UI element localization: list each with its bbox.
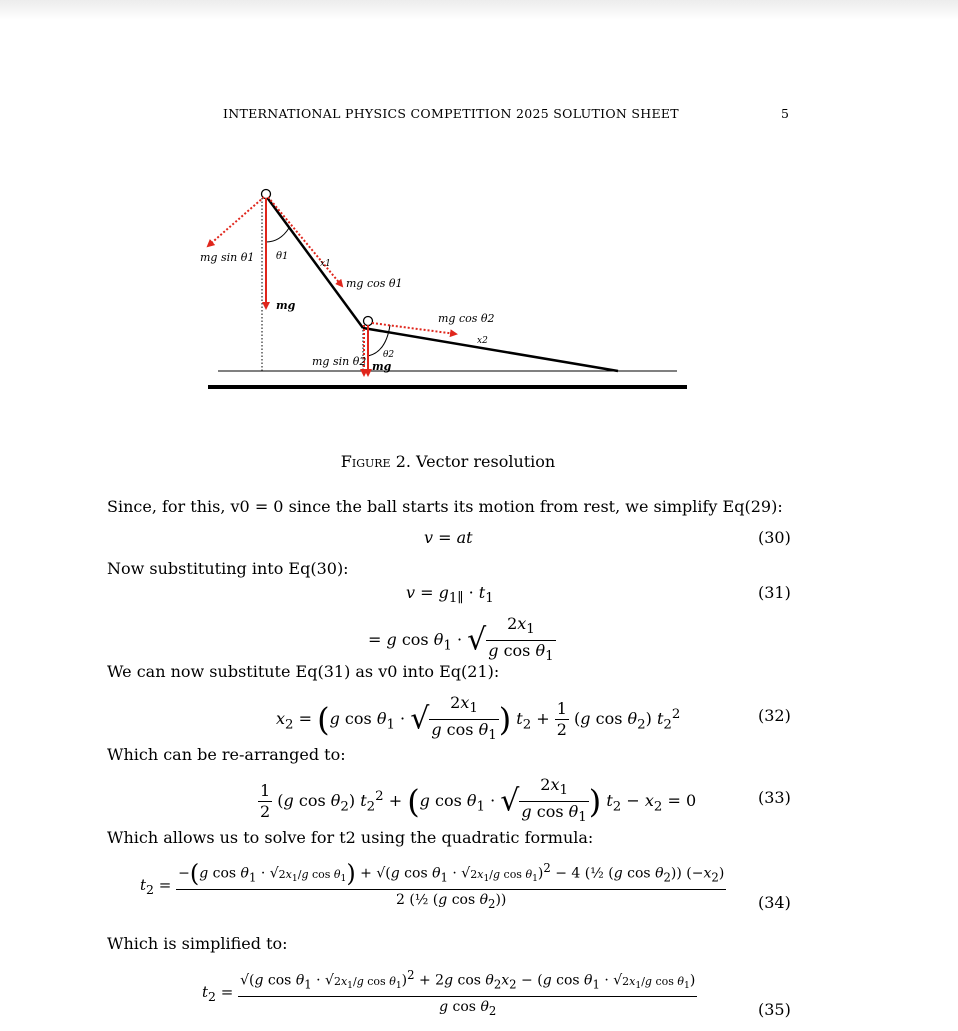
label-mg-sin-theta1: mg sin θ1 (200, 251, 255, 264)
equation-31-line2: = g $\cos \theta_1$ · √ $\frac{2x_1}{g \cos \theta_1}$ (368, 614, 554, 665)
top-shade (0, 0, 958, 20)
equation-number-35: (35) (758, 1000, 791, 1019)
equation-number-34: (34) (758, 893, 791, 912)
equation-32: $x_2 = (g$ $\cos \theta_1$ · √ $\frac{2x_1}{g \cos \theta_1}$ ) $t_2$ + $\frac{1}{2}$ (g $\cos \theta_2$) $t_2^2$ (276, 693, 681, 744)
mg-cos-theta1-vector (268, 197, 342, 286)
paragraph-5: Which allows us to solve for t2 using the quadratic formula: (107, 828, 594, 847)
theta1-arc (266, 228, 289, 242)
label-mg-sin-theta2: mg sin θ2 (312, 355, 367, 368)
paragraph-4: Which can be re-arranged to: (107, 745, 346, 764)
ball-2 (364, 317, 373, 326)
equation-33: $\frac{1}{2}$ (g $\cos \theta_2$) $t_2^2 + (g$ $\cos \theta_1$ · √ $\frac{2x_1}{g \cos \theta_1}$ ) $t_2 - x_2 = 0$ (260, 775, 697, 826)
header-title: INTERNATIONAL PHYSICS COMPETITION 2025 SOLUTION SHEET (223, 106, 679, 121)
label-x2: x2 (477, 336, 488, 346)
equation-number-30: (30) (758, 528, 791, 547)
paragraph-3: We can now substitute Eq(31) as v0 into Eq(21): (107, 662, 500, 681)
caption-prefix: Figure (340, 452, 391, 471)
label-mg-1: mg (276, 299, 296, 312)
caption-number: 2. (395, 452, 411, 471)
paragraph-2: Now substituting into Eq(30): (107, 559, 349, 578)
equation-number-31: (31) (758, 583, 791, 602)
label-theta2: θ2 (383, 350, 395, 360)
equation-35: $t_2$ = √(g $\cos \theta_1 \cdot √2x_1/g$ $\cos \theta_1)^2 + 2g$ $\cos \theta_2x_2 - (g$ $\cos \theta_1 \cdot √2x_1/g$ $\cos \theta_1$) g $\cos \theta_2$ (202, 965, 697, 1021)
figure-caption (0, 452, 896, 471)
equation-number-33: (33) (758, 788, 791, 807)
page-header (0, 106, 958, 124)
label-mg-2: mg (372, 360, 392, 373)
incline-2 (363, 328, 618, 371)
mg-sin-theta1-vector (208, 197, 264, 246)
label-theta1: θ1 (276, 251, 289, 262)
equation-number-32: (32) (758, 706, 791, 725)
label-x1: x1 (320, 259, 331, 269)
page-number: 5 (781, 106, 790, 121)
paragraph-6: Which is simplified to: (107, 934, 288, 953)
vector-resolution-figure (190, 180, 700, 395)
paragraph-1: Since, for this, v0 = 0 since the ball starts its motion from rest, we simplify Eq(29): (107, 497, 783, 516)
caption-text: Vector resolution (416, 452, 556, 471)
equation-31-line1: $v = g_{1\parallel} \cdot t_1$ (406, 583, 494, 607)
label-mg-cos-theta1: mg cos θ1 (346, 277, 403, 290)
equation-30: v = at (424, 528, 473, 547)
equation-34: $t_2$ = −(g $\cos \theta_1 \cdot √2x_1/g$ $\cos \theta_1) + √(g$ $\cos \theta_1 \cdot √2x_1/g$ $\cos \theta_1)^2 - 4$ (½ (g $\cos \theta_2$)) $(-x_2)$ 2 (½ (g $\cos \theta_2$)) (140, 859, 725, 911)
label-mg-cos-theta2: mg cos θ2 (438, 312, 495, 325)
